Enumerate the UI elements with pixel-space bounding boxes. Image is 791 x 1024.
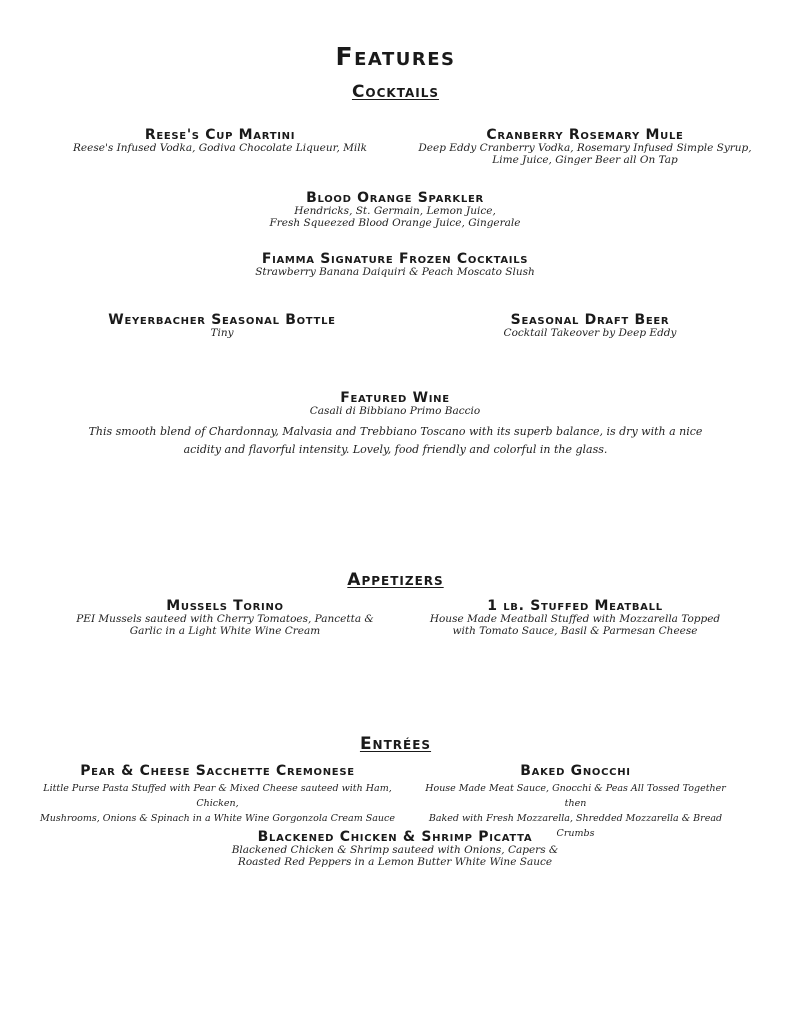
item-description: Hendricks, St. Germain, Lemon Juice, Fresh Squeezed Blood Orange Juice, Gingerale (269, 205, 521, 229)
section-heading-cocktails: Cocktails (351, 82, 440, 102)
menu-item-seasonal-draft-beer (440, 313, 740, 339)
item-description: PEI Mussels sauteed with Cherry Tomatoes, Pancetta & Garlic in a Light White Wine Cream (76, 613, 374, 637)
item-description: Deep Eddy Cranberry Vodka, Rosemary Infused Simple Syrup, Lime Juice, Ginger Beer all On Tap (418, 142, 752, 166)
item-name: Fiamma Signature Frozen Cocktails (261, 251, 529, 267)
featured-wine (195, 391, 595, 417)
item-name: Mussels Torino (166, 598, 284, 614)
featured-wine-description-block (60, 423, 731, 459)
menu-item-mussels-torino (70, 599, 380, 637)
item-description: Little Purse Pasta Stuffed with Pear & Mixed Cheese sauteed with Ham, Chicken, Mushrooms, Onions & Spinach in a White Wine Gorgonzola Cream Sauce (40, 783, 395, 824)
section-heading-entrees: Entrées (359, 734, 432, 754)
item-name: Baked Gnocchi (520, 763, 631, 779)
page-title: Features (335, 42, 456, 71)
item-name: 1 lb. Stuffed Meatball (487, 598, 663, 614)
item-name: Blackened Chicken & Shrimp Picatta (257, 829, 533, 845)
item-description: House Made Meatball Stuffed with Mozzarella Topped with Tomato Sauce, Basil & Parmesan Cheese (429, 613, 721, 637)
item-description: Blackened Chicken & Shrimp sauteed with Onions, Capers & Roasted Red Peppers in a Lemon Butter White Wine Sauce (231, 844, 559, 868)
item-name: Reese's Cup Martini (144, 127, 296, 143)
item-description: Reese's Infused Vodka, Godiva Chocolate Liqueur, Milk (73, 142, 367, 154)
item-description: Cocktail Takeover by Deep Eddy (503, 327, 677, 339)
featured-wine-description: This smooth blend of Chardonnay, Malvasia and Trebbiano Toscano with its superb balance, is dry with a nice acidity and flavorful intensity. Lovely, food friendly and colorful in the glass. (88, 425, 703, 456)
item-name: Cranberry Rosemary Mule (486, 127, 684, 143)
item-name: Seasonal Draft Beer (510, 312, 670, 328)
menu-item-stuffed-meatball (420, 599, 730, 637)
item-name: Pear & Cheese Sacchette Cremonese (80, 763, 355, 779)
featured-wine-name: Casali di Bibbiano Primo Baccio (309, 405, 481, 417)
menu-item-blood-orange-sparkler (195, 191, 595, 229)
item-name: Weyerbacher Seasonal Bottle (108, 312, 336, 328)
menu-item-pear-cheese-sacchette (30, 764, 405, 826)
menu-item-reeses-cup-martini (70, 128, 370, 154)
item-description: House Made Meat Sauce, Gnocchi & Peas All Tossed Together then Baked with Fresh Mozzarella, Shredded Mozzarella & Bread Crumbs (425, 783, 726, 839)
item-description: Tiny (210, 327, 234, 339)
menu-item-weyerbacher-seasonal-bottle (72, 313, 372, 339)
menu-item-blackened-chicken-shrimp (195, 830, 595, 868)
menu-item-fiamma-frozen-cocktails (145, 252, 645, 278)
featured-wine-heading: Featured Wine (340, 390, 450, 406)
item-description: Strawberry Banana Daiquiri & Peach Moscato Slush (255, 266, 535, 278)
menu-item-cranberry-rosemary-mule (405, 128, 765, 166)
section-heading-appetizers: Appetizers (347, 570, 444, 590)
item-name: Blood Orange Sparkler (306, 190, 484, 206)
